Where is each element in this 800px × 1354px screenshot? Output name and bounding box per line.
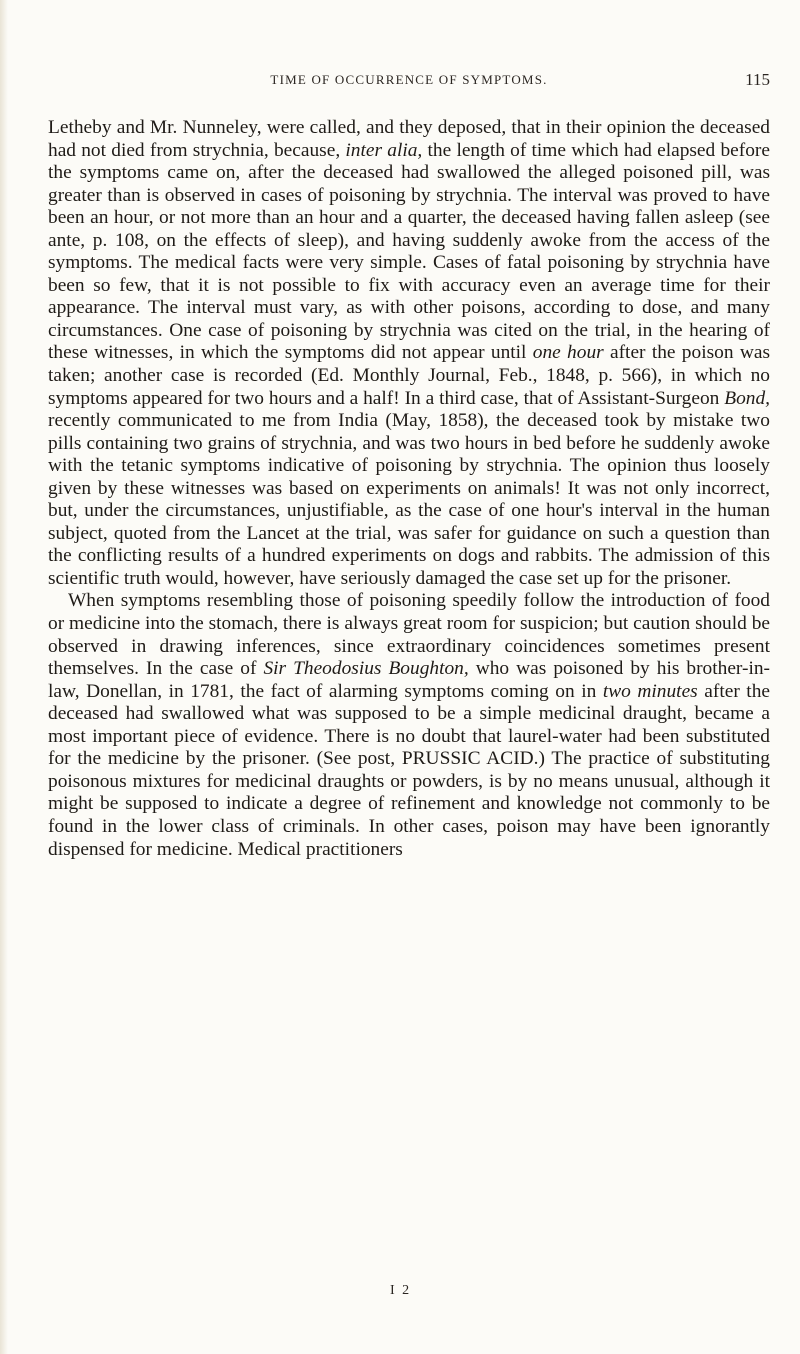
body-text — [48, 117, 770, 861]
page-binding-edge — [0, 0, 8, 1354]
paragraph-1-text-a: Letheby and Mr. Nunneley, were called, and they deposed, that in their opinion the deceased had not died from strychnia, because, — [48, 117, 770, 161]
paragraph-2 — [48, 590, 770, 861]
running-head: TIME OF OCCURRENCE OF SYMPTOMS. — [270, 72, 548, 87]
italic-two-minutes: two minutes — [602, 680, 698, 702]
italic-one-hour: one hour — [532, 342, 604, 364]
signature-mark: I 2 — [390, 1283, 412, 1298]
italic-bond: Bond, — [724, 387, 770, 409]
italic-sir-theodosius: Sir Theodosius Boughton, — [263, 658, 469, 680]
paragraph-1-text-c: the length of time which had elapsed before the symptoms came on, after the deceased had swallowed the alleged poisoned pill, was greater than is observed in cases of poisoning by strychnia. The interval was proved to have been an hour, or not more than an hour and a quarter, the deceased having fallen asleep (see ante, p. 108, on the effects of sleep), and having suddenly awoke from the access of the symptoms. The medical facts were very simple. Cases of fatal poisoning by strychnia have been so few, that it is not possible to fix with accuracy even an average time for their appearance. The interval must vary, as with other poisons, according to dose, and many circumstances. One case of poisoning by strychnia was cited on the trial, in the hearing of these witnesses, in which the symptoms did not appear until — [48, 139, 770, 364]
paragraph-1-text-e: after the poison was taken; another case is recorded (Ed. Monthly Journal, Feb., 1848, p. 566), in which no symptoms appeared for two hours and a half! In a third case, that of Assistant-Surgeon — [48, 342, 770, 409]
page-number: 115 — [745, 70, 770, 89]
paragraph-2-text-e: after the deceased had swallowed what was supposed to be a simple medicinal draught, became a most important piece of evidence. There is no doubt that laurel-water had been substituted for the medicine by the prisoner. (See post, PRUSSIC ACID.) The practice of substituting poisonous mixtures for medicinal draughts or powders, is by no means unusual, although it might be supposed to indicate a degree of refinement and knowledge not commonly to be found in the lower class of criminals. In other cases, poison may have been ignorantly dispensed for medicine. Medical practitioners — [48, 680, 770, 860]
paragraph-1-text-g: recently communicated to me from India (May, 1858), the deceased took by mistake two pills containing two grains of strychnia, and was two hours in bed before he suddenly awoke with the tetanic symptoms indicative of poisoning by strychnia. The opinion thus loosely given by these witnesses was based on experiments on animals! It was not only incorrect, but, under the circumstances, unjustifiable, as the case of one hour's interval in the human subject, quoted from the Lancet at the trial, was safer for guidance on such a question than the conflicting results of a hundred experiments on dogs and rabbits. The admission of this scientific truth would, however, have seriously damaged the case set up for the prisoner. — [48, 410, 770, 589]
page-header — [48, 70, 770, 94]
paragraph-2-text-c: who was poisoned by his brother-in-law, Donellan, in 1781, the fact of alarming symptoms coming on in — [48, 658, 770, 702]
paragraph-2-text-a: When symptoms resembling those of poisoning speedily follow the introduction of food or medicine into the stomach, there is always great room for suspicion; but caution should be observed in drawing inferences, since extraordinary coincidences sometimes present themselves. In the case of — [48, 590, 770, 680]
italic-inter-alia: inter alia, — [345, 139, 423, 161]
paragraph-1 — [48, 117, 770, 590]
